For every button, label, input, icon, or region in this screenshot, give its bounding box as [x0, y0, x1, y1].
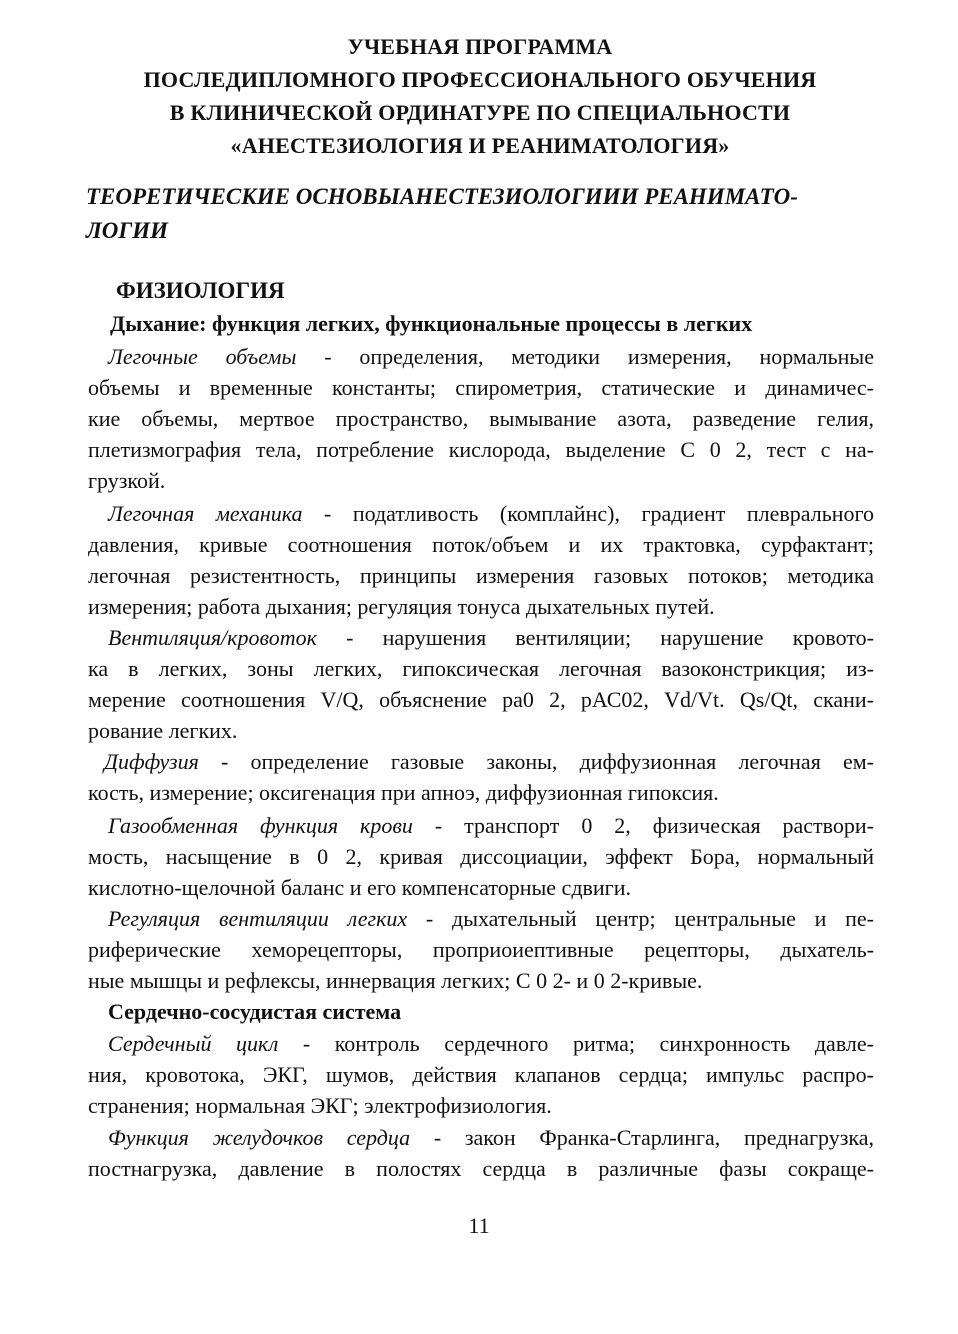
- paragraph-cardiac-cycle: [88, 1028, 874, 1121]
- paragraph-line: риферические хеморецепторы, проприоиептивные рецепторы, дыхатель-: [88, 937, 874, 962]
- term: Легочные объемы: [108, 344, 297, 369]
- topic-heading-cardiovascular: Сердечно-сосудистая система: [108, 999, 402, 1024]
- paragraph-text: - транспорт 0 2, физическая раствори-: [412, 813, 874, 838]
- title-line: В КЛИНИЧЕСКОЙ ОРДИНАТУРЕ ПО СПЕЦИАЛЬНОСТИ: [169, 100, 791, 125]
- term: Вентиляция/кровоток: [108, 625, 317, 650]
- section-heading-line: ЛОГИИ: [86, 218, 169, 243]
- paragraph-line: кие объемы, мертвое пространство, вымывание азота, разведение гелия,: [88, 406, 874, 431]
- paragraph-text: - определение газовые законы, диффузионная легочная ем-: [198, 749, 874, 774]
- paragraph-line: объемы и временные константы; спирометрия, статические и динамичес-: [88, 375, 874, 400]
- term: Функция желудочков сердца: [108, 1125, 411, 1150]
- topic-heading-respiration: Дыхание: функция легких, функциональные процессы в легких: [110, 311, 753, 336]
- subsection-heading: ФИЗИОЛОГИЯ: [116, 278, 285, 303]
- paragraph-text: - дыхательный центр; центральные и пе-: [407, 906, 874, 931]
- term: Регуляция вентиляции легких: [108, 906, 408, 931]
- paragraph-ventilation-regulation: [88, 903, 874, 996]
- page-number: 11: [468, 1213, 490, 1238]
- paragraph-line: измерения; работа дыхания; регуляция тонуса дыхательных путей.: [88, 594, 715, 619]
- paragraph-line: ния, кровотока, ЭКГ, шумов, действия клапанов сердца; импульс распро-: [88, 1062, 874, 1087]
- paragraph-line: кость, измерение; оксигенация при апноэ, диффузионная гипоксия.: [88, 780, 719, 805]
- paragraph-text: - контроль сердечного ритма; синхронность давле-: [278, 1031, 874, 1056]
- paragraph-text: - нарушения вентиляции; нарушение кровото-: [316, 625, 874, 650]
- title-line: «АНЕСТЕЗИОЛОГИЯ И РЕАНИМАТОЛОГИЯ»: [230, 133, 730, 158]
- paragraph-line: давления, кривые соотношения поток/объем и их трактовка, сурфактант;: [88, 532, 874, 557]
- paragraph-line: плетизмография тела, потребление кислорода, выделение С 0 2, тест с на-: [88, 437, 874, 462]
- paragraph-lung-volumes: [88, 341, 874, 496]
- paragraph-line: ка в легких, зоны легких, гипоксическая легочная вазоконстрикция; из-: [88, 656, 874, 681]
- section-heading-line: ТЕОРЕТИЧЕСКИЕ ОСНОВЫАНЕСТЕЗИОЛОГИИИ РЕАНИМАТО-: [86, 184, 798, 209]
- paragraph-line: постнагрузка, давление в полостях сердца в различные фазы сокраще-: [88, 1156, 874, 1181]
- term: Сердечный цикл: [108, 1031, 279, 1056]
- term: Легочная механика: [108, 501, 303, 526]
- paragraph-text: - закон Франка-Старлинга, преднагрузка,: [410, 1125, 875, 1150]
- paragraph-line: ные мышцы и рефлексы, иннервация легких; С 0 2- и 0 2-кривые.: [88, 968, 703, 993]
- paragraph-line: кислотно-щелочной баланс и его компенсаторные сдвиги.: [88, 875, 631, 900]
- paragraph-line: легочная резистентность, принципы измерения газовых потоков; методика: [88, 563, 874, 588]
- paragraph-gas-exchange: [88, 810, 874, 903]
- paragraph-line: рование легких.: [88, 718, 238, 743]
- paragraph-text: - определения, методики измерения, нормальные: [296, 344, 874, 369]
- paragraph-line: мерение соотношения V/Q, объяснение ра0 2, рАС02, Vd/Vt. Qs/Qt, скани-: [88, 687, 874, 712]
- title-line: ПОСЛЕДИПЛОМНОГО ПРОФЕССИОНАЛЬНОГО ОБУЧЕНИЯ: [143, 67, 817, 92]
- paragraph-ventricular-function: [88, 1122, 874, 1184]
- program-title: [80, 30, 880, 162]
- paragraph-line: странения; нормальная ЭКГ; электрофизиология.: [88, 1093, 552, 1118]
- term: Газообменная функция крови: [108, 813, 413, 838]
- term: Диффузия: [104, 749, 199, 774]
- section-heading: [86, 180, 886, 248]
- paragraph-text: - податливость (комплайнс), градиент плеврального: [302, 501, 874, 526]
- paragraph-ventilation-perfusion: [88, 622, 874, 746]
- paragraph-line: грузкой.: [88, 468, 166, 493]
- title-line: УЧЕБНАЯ ПРОГРАММА: [347, 34, 613, 59]
- paragraph-lung-mechanics: [88, 498, 874, 622]
- paragraph-line: мость, насыщение в 0 2, кривая диссоциации, эффект Бора, нормальный: [88, 844, 874, 869]
- paragraph-diffusion: [88, 746, 874, 808]
